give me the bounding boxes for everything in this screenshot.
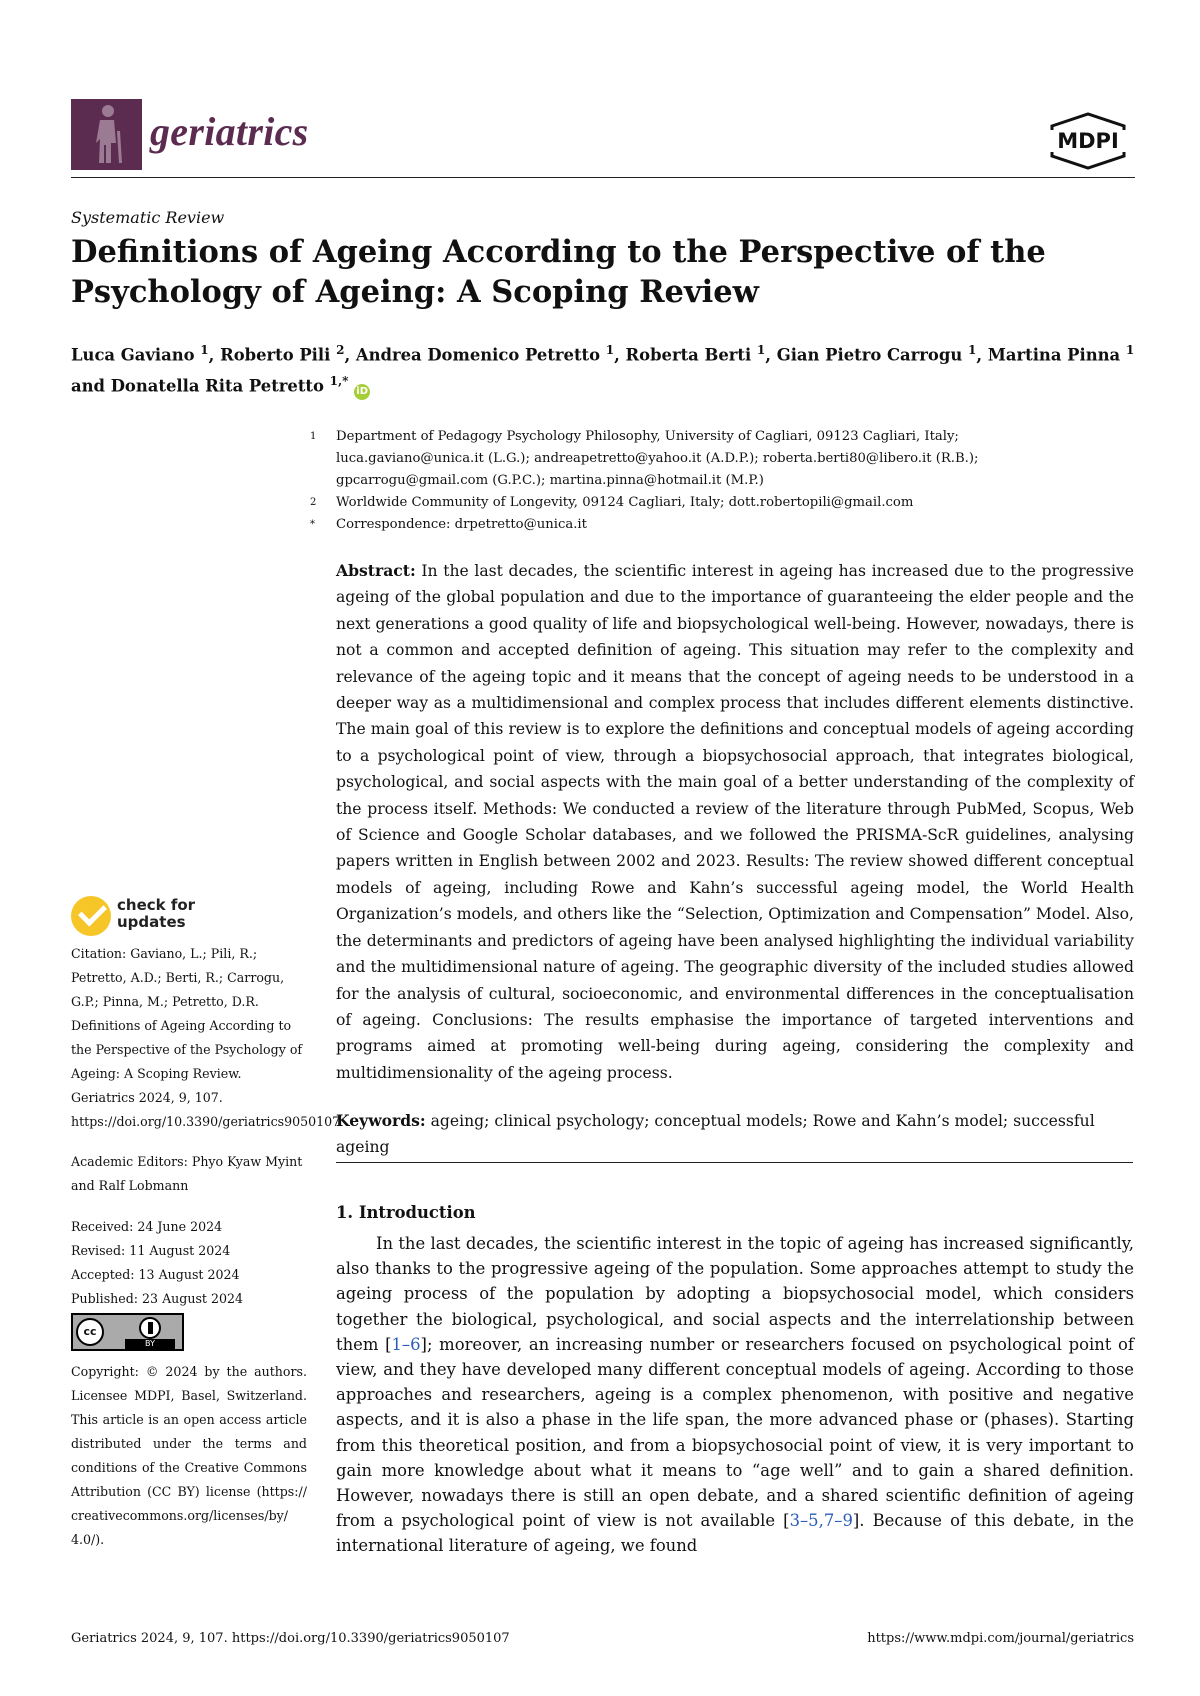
orcid-icon[interactable]: iD — [354, 384, 370, 400]
abstract — [336, 558, 1134, 1086]
creative-commons-icon: cc — [76, 1318, 104, 1346]
affiliation-1-emails-a: luca.gaviano@unica.it (L.G.); andreapetretto@yahoo.it (A.D.P.); roberta.berti80@libero.it (R.B.); — [336, 451, 979, 466]
attribution-icon — [139, 1317, 161, 1339]
date-received: Received: 24 June 2024 — [71, 1219, 223, 1234]
footer-journal-url[interactable]: https://www.mdpi.com/journal/geriatrics — [867, 1631, 1134, 1646]
header-rule — [71, 177, 1135, 178]
footer-citation: Geriatrics 2024, 9, 107. https://doi.org/10.3390/geriatrics9050107 — [71, 1631, 510, 1646]
keywords-label: Keywords: — [336, 1111, 426, 1130]
abstract-label: Abstract: — [336, 561, 416, 580]
checkmark-icon — [71, 896, 111, 936]
affiliation-2: 2 Worldwide Community of Longevity, 09124 Cagliari, Italy; dott.robertopili@gmail.com — [310, 495, 914, 510]
mdpi-logo — [1046, 112, 1130, 170]
elderly-person-icon — [71, 99, 142, 170]
affiliation-1-emails-b: gpcarrogu@gmail.com (G.P.C.); martina.pinna@hotmail.it (M.P.) — [336, 473, 764, 488]
affiliation-1: 1 Department of Pedagogy Psychology Philosophy, University of Cagliari, 09123 Cagliari, Italy; — [310, 429, 959, 444]
copyright-notice: Copyright: © 2024 by the authors. Licensee MDPI, Basel, Switzerland. This article is an open access article distributed under the terms and conditions of the Creative Commons Attribution (CC BY) license (https:// creativecommons.org/licenses/by/ 4.0/). — [71, 1364, 307, 1547]
correspondence: * Correspondence: drpetretto@unica.it — [310, 517, 587, 532]
abstract-text: In the last decades, the scientific interest in ageing has increased due to the progressive ageing of the global population and due to the importance of guaranteeing the elder people and the next generations a good quality of life and biopsychological well-being. However, nowadays, there is not a common and accepted definition of ageing. This situation may refer to the complexity and relevance of the ageing topic and it means that the concept of ageing needs to be understood in a deeper way as a multidimensional and complex process that includes different elements distinctive. The main goal of this review is to explore the definitions and conceptual models of ageing according to a psychological point of view, through a biopsychosocial approach, that integrates biological, psychological, and social aspects with the main goal of a better understanding of the complexity of the process itself. Methods: We conducted a review of the literature through PubMed, Scopus, Web of Science and Google Scholar databases, and we followed the PRISMA-ScR guidelines, analysing papers written in English between 2002 and 2023. Results: The review showed different conceptual models of ageing, including Rowe and Kahn’s successful ageing model, the World Health Organization’s models, and others like the “Selection, Optimization and Compensation” Model. Also, the determinants and predictors of ageing have been analysed highlighting the individual variability and the multidimensional nature of ageing. The geographic diversity of the included studies allowed for the analysis of cultural, socioeconomic, and environmental differences in the conceptualisation of ageing. Conclusions: The results emphasise the importance of targeted interventions and programs aimed at promoting well-being during ageing, considering the complexity and multidimensionality of the ageing process. — [336, 562, 1134, 1082]
date-revised: Revised: 11 August 2024 — [71, 1243, 231, 1258]
section-divider — [336, 1162, 1133, 1163]
citation-block: Citation: Gaviano, L.; Pili, R.; Petretto, A.D.; Berti, R.; Carrogu, G.P.; Pinna, M.; Petretto, D.R. Definitions of Ageing According to the Perspective of the Psychology of Ageing: A Scoping Review. Geriatrics 2024, 9, 107. https://doi.org/10.3390/geriatrics9050107 — [71, 946, 341, 1129]
academic-editors: Academic Editors: Phyo Kyaw Myint and Ralf Lobmann — [71, 1154, 303, 1193]
author-line-2: and Donatella Rita Petretto $^{1,*}$ iD — [71, 368, 1151, 399]
author-line-1: Luca Gaviano $^1$, Roberto Pili $^2$, Andrea Domenico Petretto $^1$, Roberta Berti $^1$, Gian Pietro Carrogu $^1$, Martina Pinna $^1$ — [71, 343, 1135, 365]
journal-logo — [71, 99, 142, 170]
introduction-body: In the last decades, the scientific interest in the topic of ageing has increased significantly, also thanks to the progressive ageing of the population. Some approaches attempt to study the ageing process of the population by adopting a biopsychosocial model, which considers together the biological, psychological, and social aspects and the interrelationship between them [1–6]; moreover, an increasing number or researchers focused on psychological point of view, and they have developed many different conceptual models of ageing. According to those approaches and researchers, ageing is a complex phenomenon, with positive and negative aspects, and it is also a phase in the life span, the more advanced phase or (phases). Starting from this theoretical position, and from a biopsychosocial point of view, it is very important to gain more knowledge about what it means to “age well” and to gain a shared definition. However, nowadays there is still an open debate, and a shared scientific definition of ageing from a psychological point of view is not available [3–5,7–9]. Because of this debate, in the international literature of ageing, we found — [336, 1234, 1134, 1556]
date-published: Published: 23 August 2024 — [71, 1291, 244, 1306]
article-type: Systematic Review — [71, 208, 225, 227]
check-for-updates-badge[interactable]: check for updates — [71, 896, 231, 938]
citation-link[interactable]: 1–6 — [391, 1334, 421, 1354]
keywords — [336, 1108, 1134, 1160]
keywords-text: ageing; clinical psychology; conceptual models; Rowe and Kahn’s model; successful ageing — [336, 1112, 1095, 1156]
journal-name: geriatrics — [150, 109, 309, 154]
svg-text:MDPI: MDPI — [1057, 129, 1119, 153]
cc-by-license-badge[interactable] — [71, 1313, 184, 1351]
date-accepted: Accepted: 13 August 2024 — [71, 1267, 240, 1282]
section-heading: 1. Introduction — [336, 1203, 476, 1222]
author-list — [71, 337, 1151, 400]
article-title: Definitions of Ageing According to the Perspective of the Psychology of Ageing: A Scoping Review — [71, 234, 1046, 310]
citation-link[interactable]: 3–5,7–9 — [789, 1511, 853, 1531]
by-label: BY — [125, 1339, 175, 1349]
